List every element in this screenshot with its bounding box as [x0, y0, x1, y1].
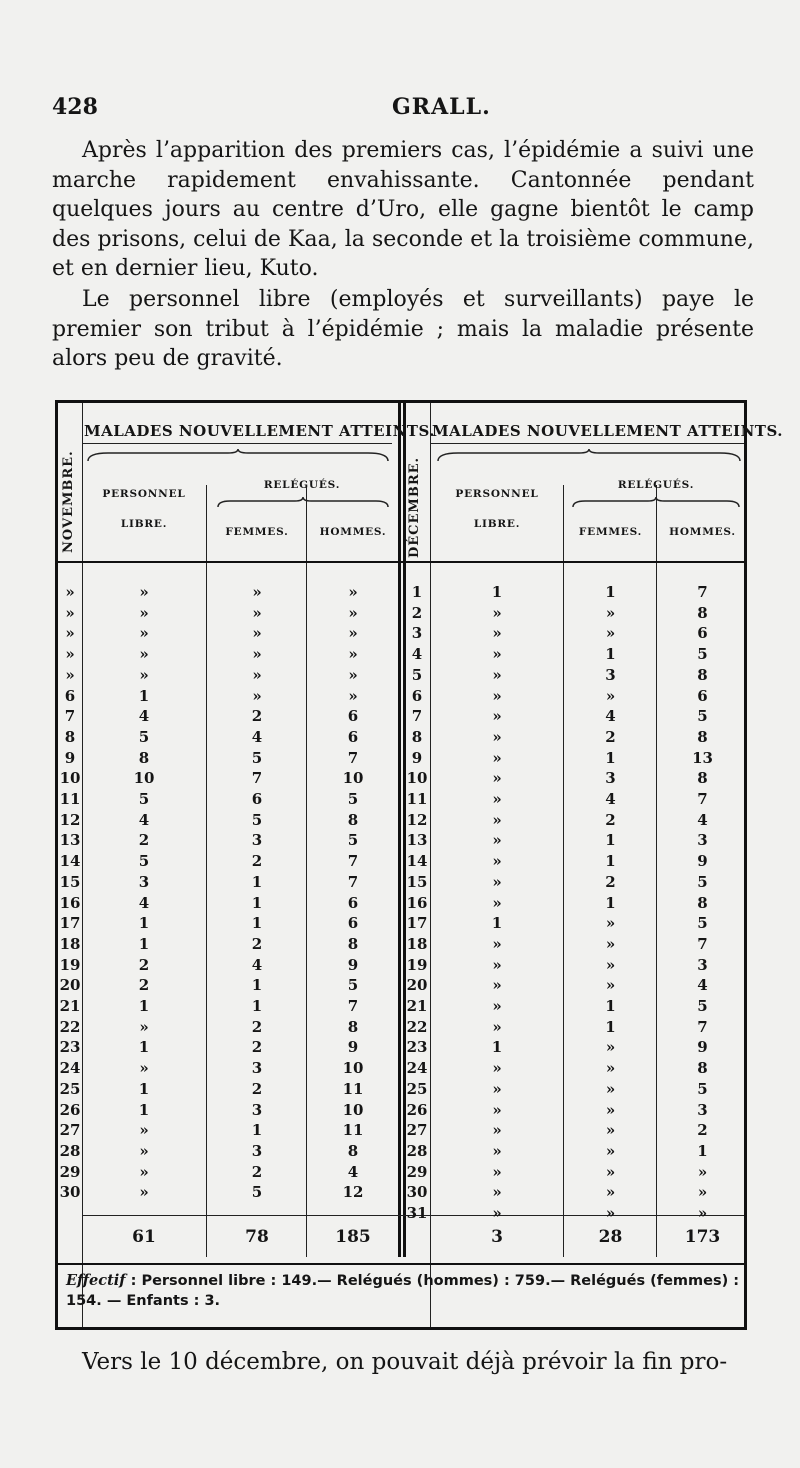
right-femmes-cell: » [605, 976, 616, 995]
right-femmes-cell: 4 [605, 707, 616, 726]
running-header [52, 94, 752, 124]
left-libre-cell: » [139, 603, 149, 622]
right-hommes-cell: 7 [697, 1017, 708, 1036]
right-relegues-label: RELÉGUÉS. [617, 479, 695, 491]
left-libre-cell: 1 [138, 1100, 150, 1119]
left-hommes-cell: 7 [347, 997, 359, 1015]
right-libre-cell: » [492, 1141, 502, 1160]
left-day-cell: 16 [59, 893, 81, 912]
left-femmes-cell: 6 [251, 790, 263, 808]
rule [206, 485, 207, 1257]
left-femmes-cell: 4 [251, 727, 263, 746]
right-femmes-cell: » [605, 1204, 616, 1222]
left-day-cell: 7 [64, 707, 76, 726]
right-hommes-cell: 5 [697, 707, 708, 726]
left-femmes-cell: 5 [251, 748, 263, 767]
right-personnel-label: PERSONNEL [455, 488, 539, 500]
left-libre-cell: 1 [138, 934, 150, 953]
left-day-cell: 19 [59, 955, 81, 974]
right-femmes-label: FEMMES. [578, 526, 643, 538]
left-femmes-cell: 1 [251, 893, 263, 912]
right-libre-cell: » [492, 645, 502, 664]
right-day-cell: 18 [406, 934, 428, 953]
right-libre-cell: » [492, 831, 502, 850]
epidemic-table [55, 400, 783, 1330]
right-day-cell: 26 [406, 1100, 428, 1119]
right-libre-cell: » [492, 852, 502, 871]
right-hommes-cell: 6 [697, 624, 708, 643]
left-day-cell: 27 [59, 1121, 81, 1140]
left-hommes-label: HOMMES. [319, 526, 387, 538]
left-day-cell: 17 [59, 914, 81, 933]
left-hommes-cell: » [348, 665, 358, 684]
right-femmes-cell: » [605, 686, 616, 705]
left-femmes-cell: 2 [251, 934, 263, 953]
left-femmes-cell: » [252, 686, 262, 705]
right-femmes-cell: 1 [605, 645, 616, 664]
left-libre-cell: 4 [138, 707, 150, 726]
right-hommes-cell: 3 [697, 955, 708, 974]
page-number: 428 [52, 94, 98, 120]
left-libre-cell: 2 [138, 976, 150, 995]
right-libre-cell: » [492, 934, 502, 953]
left-day-cell: 22 [59, 1017, 81, 1036]
right-libre-cell: 1 [491, 583, 503, 601]
left-libre-cell: » [139, 1121, 149, 1140]
right-hommes-cell: 7 [697, 583, 708, 601]
right-femmes-cell: » [605, 955, 616, 974]
left-femmes-cell: 1 [251, 1121, 263, 1140]
left-hommes-cell: 8 [347, 810, 359, 829]
left-femmes-cell: 3 [251, 1059, 263, 1078]
left-personnel-label: PERSONNEL [102, 488, 186, 500]
right-hommes-cell: 5 [697, 997, 708, 1015]
right-day-cell: 12 [406, 810, 428, 829]
left-day-cell: 8 [64, 727, 76, 746]
left-femmes-cell: 1 [251, 997, 263, 1015]
right-femmes-cell: 1 [605, 831, 616, 850]
left-hommes-cell: 8 [347, 1141, 359, 1160]
month-november: NOVEMBRE. [61, 450, 76, 553]
right-day-cell: 15 [406, 872, 428, 891]
right-day-cell: 23 [406, 1038, 428, 1057]
right-hommes-cell: 9 [697, 852, 708, 871]
left-total-femmes: 78 [245, 1227, 269, 1247]
right-hommes-cell: 1 [697, 1141, 708, 1160]
left-hommes-cell: 10 [342, 1059, 364, 1078]
left-femmes-cell: 2 [251, 1038, 263, 1057]
left-libre-cell: » [139, 645, 149, 664]
left-libre-cell: 2 [138, 955, 150, 974]
right-libre-cell: » [492, 665, 502, 684]
rule [82, 403, 83, 1327]
rule [306, 485, 307, 1257]
right-relegues-brace [573, 497, 739, 511]
right-day-cell: 27 [406, 1121, 428, 1140]
left-day-cell: 28 [59, 1141, 81, 1160]
left-libre-cell: » [139, 583, 149, 601]
right-hommes-cell: 7 [697, 790, 708, 808]
rule [430, 403, 431, 1327]
right-day-cell: 11 [406, 790, 428, 808]
right-day-cell: 1 [411, 583, 423, 601]
right-total-libre: 3 [491, 1227, 503, 1247]
right-femmes-cell: 4 [605, 790, 616, 808]
right-day-cell: 10 [406, 769, 428, 788]
left-libre-cell: 5 [138, 727, 150, 746]
left-libre-cell: 5 [138, 790, 150, 808]
right-hommes-cell: 8 [697, 727, 708, 746]
right-hommes-cell: 5 [697, 1079, 708, 1098]
left-femmes-cell: 2 [251, 1162, 263, 1181]
right-day-cell: 2 [411, 603, 423, 622]
table-footnote [66, 1271, 742, 1311]
right-hommes-cell: 4 [697, 976, 708, 995]
right-day-cell: 9 [411, 748, 423, 767]
right-day-cell: 5 [411, 665, 423, 684]
left-femmes-cell: » [252, 603, 262, 622]
left-libre-cell: » [139, 1141, 149, 1160]
left-hommes-cell: 11 [342, 1079, 364, 1098]
right-libre-cell: » [492, 1162, 502, 1181]
left-hommes-cell: » [348, 624, 358, 643]
right-day-cell: 4 [411, 645, 423, 664]
right-hommes-cell: 8 [697, 769, 708, 788]
right-femmes-cell: 1 [605, 893, 616, 912]
right-femmes-cell: 3 [605, 665, 616, 684]
right-hommes-cell: 7 [697, 934, 708, 953]
right-hommes-cell: 2 [697, 1121, 708, 1140]
right-hommes-cell: 8 [697, 603, 708, 622]
left-hommes-cell: » [348, 686, 358, 705]
right-day-cell: 22 [406, 1017, 428, 1036]
right-libre-cell: » [492, 1183, 502, 1202]
left-relegues-label: RELÉGUÉS. [263, 479, 341, 491]
left-femmes-cell: 1 [251, 872, 263, 891]
left-libre-cell: 2 [138, 831, 150, 850]
left-day-cell: » [65, 665, 75, 684]
paragraph-1: Après l’apparition des premiers cas, l’épidémie a suivi une marche rapidement envahissante. Cantonnée pendant quelques jours au centre d’Uro, elle gagne bientôt le camp des prisons, celui de Kaa, la seconde et la troisième commune, et en dernier lieu, Kuto. [52, 138, 754, 281]
right-femmes-cell: 2 [605, 727, 616, 746]
left-femmes-cell: » [252, 645, 262, 664]
right-femmes-cell: » [605, 1183, 616, 1202]
left-femmes-cell: 7 [251, 769, 263, 788]
left-libre-cell: 4 [138, 810, 150, 829]
left-femmes-cell: 2 [251, 852, 263, 871]
left-day-cell: » [65, 603, 75, 622]
left-libre-cell: » [139, 1059, 149, 1078]
right-hommes-cell: 8 [697, 665, 708, 684]
right-libre-cell: » [492, 707, 502, 726]
right-femmes-cell: » [605, 914, 616, 933]
left-femmes-cell: » [252, 583, 262, 601]
left-libre-cell: 5 [138, 852, 150, 871]
left-group-brace [88, 449, 388, 465]
left-hommes-cell: » [348, 645, 358, 664]
left-femmes-cell: 5 [251, 1183, 263, 1202]
right-day-cell: 13 [406, 831, 428, 850]
rule [430, 443, 744, 444]
paragraph-2: Le personnel libre (employés et surveillants) paye le premier son tribut à l’épidémie ; mais la maladie présente alors peu de gravité. [52, 287, 754, 371]
left-day-cell: 25 [59, 1079, 81, 1098]
right-day-cell: 25 [406, 1079, 428, 1098]
left-libre-cell: 4 [138, 893, 150, 912]
right-femmes-cell: » [605, 1100, 616, 1119]
left-hommes-cell: 6 [347, 914, 359, 933]
right-femmes-cell: » [605, 1162, 616, 1181]
right-day-cell: 21 [406, 997, 428, 1015]
right-femmes-cell: » [605, 1059, 616, 1078]
left-libre-cell: » [139, 624, 149, 643]
left-hommes-cell: 7 [347, 872, 359, 891]
left-hommes-cell: 4 [347, 1162, 359, 1181]
left-day-cell: 20 [59, 976, 81, 995]
left-day-cell: 15 [59, 872, 81, 891]
header-rule [58, 561, 744, 563]
right-femmes-cell: 1 [605, 1017, 616, 1036]
right-day-cell: 28 [406, 1141, 428, 1160]
left-hommes-cell: 9 [347, 955, 359, 974]
right-libre-cell: » [492, 686, 502, 705]
right-femmes-cell: » [605, 1079, 616, 1098]
right-hommes-cell: 8 [697, 1059, 708, 1078]
footer-rule [58, 1263, 744, 1265]
left-group-title: MALADES NOUVELLEMENT ATTEINTS. [84, 422, 435, 440]
right-hommes-cell: 6 [697, 686, 708, 705]
left-day-cell: 23 [59, 1038, 81, 1057]
left-day-cell: » [65, 645, 75, 664]
right-libre-cell: » [492, 1079, 502, 1098]
right-libre-cell: » [492, 727, 502, 746]
right-day-cell: 3 [411, 624, 423, 643]
left-hommes-cell: 12 [342, 1183, 364, 1202]
left-hommes-cell: » [348, 583, 358, 601]
left-day-cell: 10 [59, 769, 81, 788]
paragraph-3: Vers le 10 décembre, on pouvait déjà prévoir la fin pro- [82, 1349, 728, 1375]
left-day-cell: 24 [59, 1059, 81, 1078]
left-femmes-cell: 2 [251, 707, 263, 726]
left-femmes-cell: 3 [251, 1141, 263, 1160]
left-day-cell: 14 [59, 852, 81, 871]
left-day-cell: 21 [59, 997, 81, 1015]
right-femmes-cell: » [605, 603, 616, 622]
left-total-libre: 61 [132, 1227, 156, 1247]
right-group-title: MALADES NOUVELLEMENT ATTEINTS. [432, 422, 783, 440]
right-libre-cell: » [492, 810, 502, 829]
left-hommes-cell: 11 [342, 1121, 364, 1140]
left-femmes-cell: 5 [251, 810, 263, 829]
right-libre-cell: » [492, 1204, 502, 1222]
right-hommes-cell: 5 [697, 914, 708, 933]
right-libre-cell: » [492, 893, 502, 912]
left-libre-cell: 8 [138, 748, 150, 767]
left-total-hommes: 185 [335, 1227, 371, 1247]
left-hommes-cell: 8 [347, 1017, 359, 1036]
right-day-cell: 16 [406, 893, 428, 912]
right-hommes-cell: 5 [697, 645, 708, 664]
left-hommes-cell: 6 [347, 727, 359, 746]
right-libre-cell: 1 [491, 914, 503, 933]
left-day-cell: 30 [59, 1183, 81, 1202]
left-day-cell: 12 [59, 810, 81, 829]
right-hommes-cell: 3 [697, 1100, 708, 1119]
right-libre-cell: » [492, 624, 502, 643]
left-hommes-cell: 8 [347, 934, 359, 953]
left-day-cell: 18 [59, 934, 81, 953]
footnote-text: : Personnel libre : 149.— Relégués (hommes) : 759.— Relégués (femmes) : 154. — Enfants : 3. [66, 1273, 740, 1309]
right-libre-cell: » [492, 790, 502, 808]
right-femmes-cell: 1 [605, 997, 616, 1015]
right-femmes-cell: » [605, 624, 616, 643]
right-hommes-cell: 13 [692, 748, 713, 767]
right-day-cell: 30 [406, 1183, 428, 1202]
left-hommes-cell: 10 [342, 1100, 364, 1119]
right-hommes-cell: 9 [697, 1038, 708, 1057]
right-femmes-cell: 2 [605, 810, 616, 829]
left-hommes-cell: 6 [347, 707, 359, 726]
left-libre-cell: 1 [138, 1079, 150, 1098]
right-femmes-cell: » [605, 1038, 616, 1057]
left-femmes-cell: 3 [251, 1100, 263, 1119]
right-femmes-cell: 3 [605, 769, 616, 788]
right-day-cell: 6 [411, 686, 423, 705]
left-libre-cell: 3 [138, 872, 150, 891]
right-libre-label: LIBRE. [473, 518, 521, 530]
left-hommes-cell: 9 [347, 1038, 359, 1057]
right-hommes-label: HOMMES. [669, 526, 736, 538]
right-hommes-cell: » [697, 1162, 708, 1181]
left-hommes-cell: 5 [347, 976, 359, 995]
left-libre-cell: 1 [138, 686, 150, 705]
running-head: GRALL. [392, 94, 491, 120]
left-femmes-cell: » [252, 665, 262, 684]
left-libre-cell: 1 [138, 1038, 150, 1057]
left-libre-cell: 10 [133, 769, 155, 788]
left-femmes-label: FEMMES. [225, 526, 289, 538]
right-day-cell: 20 [406, 976, 428, 995]
month-december: DÉCEMBRE. [407, 456, 422, 558]
right-libre-cell: » [492, 1100, 502, 1119]
left-hommes-cell: 7 [347, 748, 359, 767]
right-femmes-cell: 1 [605, 748, 616, 767]
left-femmes-cell: 2 [251, 1017, 263, 1036]
left-femmes-cell: 4 [251, 955, 263, 974]
right-hommes-cell: 4 [697, 810, 708, 829]
right-day-cell: 14 [406, 852, 428, 871]
left-femmes-cell: » [252, 624, 262, 643]
left-libre-cell: 1 [138, 997, 150, 1015]
right-libre-cell: » [492, 769, 502, 788]
left-libre-cell: » [139, 1183, 149, 1202]
right-day-cell: 24 [406, 1059, 428, 1078]
right-hommes-cell: 5 [697, 872, 708, 891]
right-day-cell: 17 [406, 914, 428, 933]
right-day-cell: 19 [406, 955, 428, 974]
right-libre-cell: » [492, 976, 502, 995]
right-libre-cell: » [492, 1059, 502, 1078]
left-libre-cell: » [139, 1017, 149, 1036]
right-total-hommes: 173 [684, 1227, 721, 1247]
left-femmes-cell: 3 [251, 831, 263, 850]
right-libre-cell: » [492, 997, 502, 1015]
left-day-cell: 9 [64, 748, 76, 767]
left-hommes-cell: 7 [347, 852, 359, 871]
right-day-cell: 31 [406, 1204, 428, 1222]
right-libre-cell: » [492, 955, 502, 974]
left-femmes-cell: 1 [251, 914, 263, 933]
right-femmes-cell: 1 [605, 852, 616, 871]
left-libre-label: LIBRE. [120, 518, 168, 530]
left-hommes-cell: » [348, 603, 358, 622]
right-femmes-cell: » [605, 1121, 616, 1140]
right-femmes-cell: » [605, 934, 616, 953]
left-day-cell: » [65, 624, 75, 643]
left-hommes-cell: 6 [347, 893, 359, 912]
rule [398, 403, 401, 1257]
rule [82, 443, 392, 444]
left-hommes-cell: 5 [347, 790, 359, 808]
right-femmes-cell: 1 [605, 583, 616, 601]
left-day-cell: 13 [59, 831, 81, 850]
right-femmes-cell: 2 [605, 872, 616, 891]
left-libre-cell: 1 [138, 914, 150, 933]
footnote-label: Effectif [66, 1272, 126, 1289]
right-total-femmes: 28 [598, 1227, 623, 1247]
right-libre-cell: 1 [491, 1038, 503, 1057]
left-hommes-cell: 10 [342, 769, 364, 788]
rule [563, 485, 564, 1257]
right-libre-cell: » [492, 872, 502, 891]
right-hommes-cell: » [697, 1183, 708, 1202]
left-day-cell: 26 [59, 1100, 81, 1119]
right-hommes-cell: 8 [697, 893, 708, 912]
left-day-cell: 11 [59, 790, 81, 808]
left-day-cell: 29 [59, 1162, 81, 1181]
right-hommes-cell: 3 [697, 831, 708, 850]
left-day-cell: 6 [64, 686, 76, 705]
right-day-cell: 29 [406, 1162, 428, 1181]
right-hommes-cell: » [697, 1204, 708, 1222]
right-day-cell: 8 [411, 727, 423, 746]
right-femmes-cell: » [605, 1141, 616, 1160]
right-group-brace [438, 449, 740, 465]
left-day-cell: » [65, 583, 75, 601]
left-femmes-cell: 1 [251, 976, 263, 995]
right-libre-cell: » [492, 603, 502, 622]
left-libre-cell: » [139, 1162, 149, 1181]
right-libre-cell: » [492, 1017, 502, 1036]
right-day-cell: 7 [411, 707, 423, 726]
right-libre-cell: » [492, 748, 502, 767]
left-hommes-cell: 5 [347, 831, 359, 850]
left-femmes-cell: 2 [251, 1079, 263, 1098]
left-relegues-brace [218, 497, 388, 511]
right-libre-cell: » [492, 1121, 502, 1140]
rule [656, 485, 657, 1257]
left-libre-cell: » [139, 665, 149, 684]
